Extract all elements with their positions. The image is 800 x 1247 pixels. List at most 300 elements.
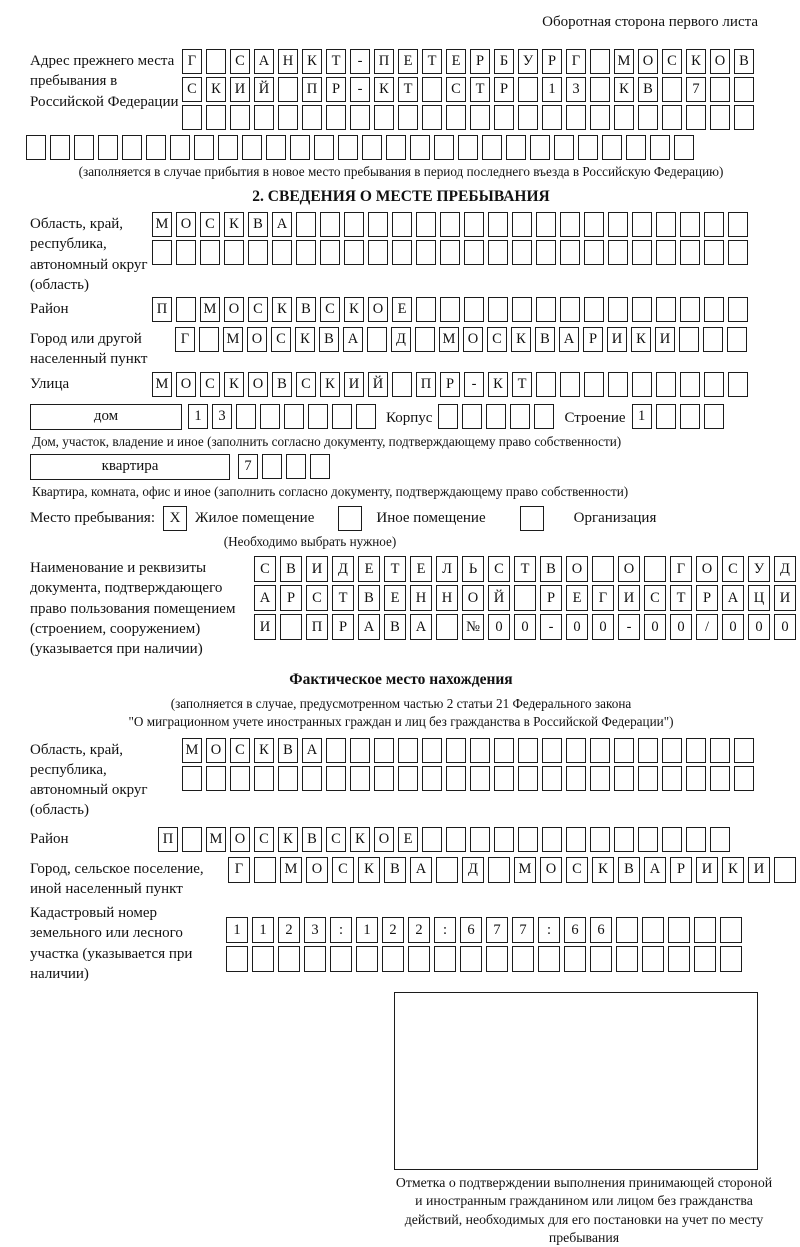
- char-box[interactable]: Т: [512, 372, 532, 397]
- char-box[interactable]: -: [540, 614, 562, 640]
- char-box[interactable]: [590, 827, 610, 852]
- char-box[interactable]: [152, 240, 172, 265]
- char-box[interactable]: [488, 297, 508, 322]
- char-box[interactable]: Р: [332, 614, 354, 640]
- char-box[interactable]: А: [410, 614, 432, 640]
- char-box[interactable]: [320, 240, 340, 265]
- char-box[interactable]: М: [439, 327, 459, 352]
- char-box[interactable]: [662, 105, 682, 130]
- char-box[interactable]: [146, 135, 166, 160]
- char-box[interactable]: -: [350, 49, 370, 74]
- checkbox-organization[interactable]: [520, 506, 544, 531]
- char-box[interactable]: С: [644, 585, 666, 611]
- char-box[interactable]: В: [280, 556, 302, 582]
- char-box[interactable]: Е: [392, 297, 412, 322]
- char-box[interactable]: [254, 766, 274, 791]
- char-box[interactable]: [392, 372, 412, 397]
- char-box[interactable]: П: [158, 827, 178, 852]
- char-box[interactable]: [704, 240, 724, 265]
- char-box[interactable]: [434, 946, 456, 972]
- char-box[interactable]: Т: [398, 77, 418, 102]
- char-box[interactable]: [252, 946, 274, 972]
- char-box[interactable]: [560, 240, 580, 265]
- char-box[interactable]: [614, 738, 634, 763]
- char-box[interactable]: К: [224, 372, 244, 397]
- char-box[interactable]: [564, 946, 586, 972]
- char-box[interactable]: [176, 297, 196, 322]
- char-box[interactable]: [704, 372, 724, 397]
- char-box[interactable]: :: [538, 917, 560, 943]
- char-box[interactable]: К: [350, 827, 370, 852]
- char-box[interactable]: [350, 766, 370, 791]
- char-box[interactable]: О: [306, 857, 328, 883]
- char-box[interactable]: [704, 404, 724, 429]
- char-box[interactable]: [284, 404, 304, 429]
- char-box[interactable]: В: [319, 327, 339, 352]
- char-box[interactable]: М: [152, 212, 172, 237]
- char-box[interactable]: [680, 404, 700, 429]
- char-box[interactable]: В: [302, 827, 322, 852]
- char-box[interactable]: О: [374, 827, 394, 852]
- char-box[interactable]: С: [200, 212, 220, 237]
- char-box[interactable]: У: [518, 49, 538, 74]
- char-box[interactable]: К: [254, 738, 274, 763]
- char-box[interactable]: А: [254, 49, 274, 74]
- char-box[interactable]: Т: [470, 77, 490, 102]
- char-box[interactable]: [512, 240, 532, 265]
- char-box[interactable]: [590, 49, 610, 74]
- apartment-type-field[interactable]: квартира: [30, 454, 230, 480]
- char-box[interactable]: [440, 212, 460, 237]
- char-box[interactable]: 6: [460, 917, 482, 943]
- char-box[interactable]: М: [223, 327, 243, 352]
- char-box[interactable]: [578, 135, 598, 160]
- char-box[interactable]: С: [230, 49, 250, 74]
- char-box[interactable]: [644, 556, 666, 582]
- char-box[interactable]: [356, 946, 378, 972]
- char-box[interactable]: [566, 827, 586, 852]
- char-box[interactable]: О: [230, 827, 250, 852]
- char-box[interactable]: В: [296, 297, 316, 322]
- char-box[interactable]: С: [182, 77, 202, 102]
- char-box[interactable]: Д: [332, 556, 354, 582]
- char-box[interactable]: [194, 135, 214, 160]
- char-box[interactable]: [614, 105, 634, 130]
- char-box[interactable]: М: [280, 857, 302, 883]
- char-box[interactable]: [530, 135, 550, 160]
- char-box[interactable]: [488, 240, 508, 265]
- char-box[interactable]: [650, 135, 670, 160]
- char-box[interactable]: [616, 946, 638, 972]
- char-box[interactable]: О: [638, 49, 658, 74]
- char-box[interactable]: [566, 766, 586, 791]
- char-box[interactable]: [642, 917, 664, 943]
- char-box[interactable]: С: [296, 372, 316, 397]
- char-box[interactable]: [98, 135, 118, 160]
- char-box[interactable]: С: [306, 585, 328, 611]
- char-box[interactable]: А: [722, 585, 744, 611]
- char-box[interactable]: [236, 404, 256, 429]
- char-box[interactable]: [470, 738, 490, 763]
- char-box[interactable]: И: [748, 857, 770, 883]
- char-box[interactable]: О: [247, 327, 267, 352]
- char-box[interactable]: [734, 77, 754, 102]
- char-box[interactable]: М: [182, 738, 202, 763]
- char-box[interactable]: [462, 404, 482, 429]
- char-box[interactable]: [488, 857, 510, 883]
- char-box[interactable]: [446, 827, 466, 852]
- char-box[interactable]: К: [302, 49, 322, 74]
- char-box[interactable]: К: [206, 77, 226, 102]
- char-box[interactable]: Т: [514, 556, 536, 582]
- char-box[interactable]: [486, 404, 506, 429]
- char-box[interactable]: [332, 404, 352, 429]
- char-box[interactable]: [686, 827, 706, 852]
- char-box[interactable]: [50, 135, 70, 160]
- char-box[interactable]: Р: [540, 585, 562, 611]
- char-box[interactable]: [367, 327, 387, 352]
- char-box[interactable]: [566, 105, 586, 130]
- char-box[interactable]: [680, 297, 700, 322]
- char-box[interactable]: И: [607, 327, 627, 352]
- char-box[interactable]: [486, 946, 508, 972]
- char-box[interactable]: К: [278, 827, 298, 852]
- char-box[interactable]: Г: [566, 49, 586, 74]
- char-box[interactable]: -: [350, 77, 370, 102]
- char-box[interactable]: 0: [670, 614, 692, 640]
- char-box[interactable]: Р: [494, 77, 514, 102]
- char-box[interactable]: К: [686, 49, 706, 74]
- char-box[interactable]: Т: [670, 585, 692, 611]
- char-box[interactable]: [542, 827, 562, 852]
- char-box[interactable]: 2: [382, 917, 404, 943]
- char-box[interactable]: [584, 212, 604, 237]
- char-box[interactable]: 0: [722, 614, 744, 640]
- char-box[interactable]: Ь: [462, 556, 484, 582]
- char-box[interactable]: [350, 738, 370, 763]
- char-box[interactable]: [368, 240, 388, 265]
- char-box[interactable]: К: [344, 297, 364, 322]
- char-box[interactable]: [494, 766, 514, 791]
- char-box[interactable]: [206, 766, 226, 791]
- char-box[interactable]: [554, 135, 574, 160]
- char-box[interactable]: Д: [391, 327, 411, 352]
- char-box[interactable]: /: [696, 614, 718, 640]
- char-box[interactable]: С: [446, 77, 466, 102]
- char-box[interactable]: И: [696, 857, 718, 883]
- char-box[interactable]: К: [374, 77, 394, 102]
- char-box[interactable]: [584, 240, 604, 265]
- char-box[interactable]: [632, 212, 652, 237]
- char-box[interactable]: И: [618, 585, 640, 611]
- char-box[interactable]: [534, 404, 554, 429]
- char-box[interactable]: О: [368, 297, 388, 322]
- char-box[interactable]: [314, 135, 334, 160]
- char-box[interactable]: [262, 454, 282, 479]
- char-box[interactable]: [374, 105, 394, 130]
- char-box[interactable]: Г: [182, 49, 202, 74]
- char-box[interactable]: К: [592, 857, 614, 883]
- char-box[interactable]: [460, 946, 482, 972]
- char-box[interactable]: К: [488, 372, 508, 397]
- char-box[interactable]: [590, 77, 610, 102]
- char-box[interactable]: [728, 297, 748, 322]
- char-box[interactable]: [662, 77, 682, 102]
- char-box[interactable]: [170, 135, 190, 160]
- char-box[interactable]: Е: [358, 556, 380, 582]
- char-box[interactable]: [422, 77, 442, 102]
- char-box[interactable]: [386, 135, 406, 160]
- char-box[interactable]: М: [200, 297, 220, 322]
- char-box[interactable]: [382, 946, 404, 972]
- char-box[interactable]: 0: [592, 614, 614, 640]
- char-box[interactable]: [356, 404, 376, 429]
- char-box[interactable]: [416, 297, 436, 322]
- char-box[interactable]: :: [434, 917, 456, 943]
- char-box[interactable]: [436, 614, 458, 640]
- char-box[interactable]: Й: [368, 372, 388, 397]
- char-box[interactable]: [26, 135, 46, 160]
- char-box[interactable]: С: [271, 327, 291, 352]
- char-box[interactable]: О: [696, 556, 718, 582]
- char-box[interactable]: [224, 240, 244, 265]
- char-box[interactable]: Н: [436, 585, 458, 611]
- char-box[interactable]: [728, 240, 748, 265]
- char-box[interactable]: С: [722, 556, 744, 582]
- house-type-field[interactable]: дом: [30, 404, 182, 430]
- char-box[interactable]: [584, 372, 604, 397]
- char-box[interactable]: [720, 917, 742, 943]
- char-box[interactable]: В: [540, 556, 562, 582]
- char-box[interactable]: Р: [326, 77, 346, 102]
- char-box[interactable]: [632, 297, 652, 322]
- char-box[interactable]: [182, 766, 202, 791]
- checkbox-residential[interactable]: X: [163, 506, 187, 531]
- char-box[interactable]: [608, 372, 628, 397]
- char-box[interactable]: [422, 105, 442, 130]
- char-box[interactable]: [608, 297, 628, 322]
- char-box[interactable]: К: [358, 857, 380, 883]
- char-box[interactable]: [704, 297, 724, 322]
- char-box[interactable]: [362, 135, 382, 160]
- char-box[interactable]: [438, 404, 458, 429]
- char-box[interactable]: Т: [326, 49, 346, 74]
- char-box[interactable]: [446, 766, 466, 791]
- char-box[interactable]: 2: [408, 917, 430, 943]
- char-box[interactable]: Е: [566, 585, 588, 611]
- char-box[interactable]: 7: [486, 917, 508, 943]
- char-box[interactable]: [518, 766, 538, 791]
- char-box[interactable]: [398, 738, 418, 763]
- char-box[interactable]: В: [248, 212, 268, 237]
- char-box[interactable]: О: [224, 297, 244, 322]
- char-box[interactable]: [446, 105, 466, 130]
- char-box[interactable]: [542, 105, 562, 130]
- char-box[interactable]: С: [662, 49, 682, 74]
- char-box[interactable]: О: [566, 556, 588, 582]
- char-box[interactable]: Т: [384, 556, 406, 582]
- char-box[interactable]: О: [206, 738, 226, 763]
- char-box[interactable]: [656, 297, 676, 322]
- char-box[interactable]: [416, 240, 436, 265]
- char-box[interactable]: Г: [670, 556, 692, 582]
- char-box[interactable]: С: [254, 827, 274, 852]
- char-box[interactable]: Н: [278, 49, 298, 74]
- char-box[interactable]: [560, 372, 580, 397]
- char-box[interactable]: 0: [748, 614, 770, 640]
- char-box[interactable]: [326, 766, 346, 791]
- char-box[interactable]: И: [655, 327, 675, 352]
- char-box[interactable]: О: [618, 556, 640, 582]
- char-box[interactable]: [590, 946, 612, 972]
- char-box[interactable]: Е: [410, 556, 432, 582]
- char-box[interactable]: Е: [446, 49, 466, 74]
- char-box[interactable]: А: [272, 212, 292, 237]
- char-box[interactable]: [734, 738, 754, 763]
- char-box[interactable]: [368, 212, 388, 237]
- char-box[interactable]: [538, 946, 560, 972]
- char-box[interactable]: [248, 240, 268, 265]
- char-box[interactable]: [344, 212, 364, 237]
- char-box[interactable]: [602, 135, 622, 160]
- char-box[interactable]: [638, 827, 658, 852]
- char-box[interactable]: [686, 738, 706, 763]
- char-box[interactable]: Н: [410, 585, 432, 611]
- char-box[interactable]: [422, 827, 442, 852]
- char-box[interactable]: [296, 212, 316, 237]
- char-box[interactable]: А: [559, 327, 579, 352]
- char-box[interactable]: [446, 738, 466, 763]
- char-box[interactable]: [542, 766, 562, 791]
- char-box[interactable]: С: [326, 827, 346, 852]
- char-box[interactable]: [710, 827, 730, 852]
- char-box[interactable]: 3: [212, 404, 232, 429]
- char-box[interactable]: [410, 135, 430, 160]
- char-box[interactable]: П: [416, 372, 436, 397]
- char-box[interactable]: [710, 77, 730, 102]
- char-box[interactable]: 0: [774, 614, 796, 640]
- char-box[interactable]: [703, 327, 723, 352]
- char-box[interactable]: Т: [422, 49, 442, 74]
- char-box[interactable]: [326, 738, 346, 763]
- char-box[interactable]: [710, 738, 730, 763]
- char-box[interactable]: [694, 946, 716, 972]
- char-box[interactable]: 6: [590, 917, 612, 943]
- char-box[interactable]: [518, 77, 538, 102]
- char-box[interactable]: Р: [280, 585, 302, 611]
- char-box[interactable]: 0: [566, 614, 588, 640]
- char-box[interactable]: В: [278, 738, 298, 763]
- char-box[interactable]: [374, 738, 394, 763]
- char-box[interactable]: [464, 212, 484, 237]
- char-box[interactable]: 0: [514, 614, 536, 640]
- char-box[interactable]: [632, 372, 652, 397]
- char-box[interactable]: [686, 766, 706, 791]
- char-box[interactable]: [230, 105, 250, 130]
- char-box[interactable]: 1: [632, 404, 652, 429]
- char-box[interactable]: [704, 212, 724, 237]
- char-box[interactable]: [230, 766, 250, 791]
- char-box[interactable]: [296, 240, 316, 265]
- char-box[interactable]: [392, 212, 412, 237]
- char-box[interactable]: [278, 766, 298, 791]
- char-box[interactable]: [680, 212, 700, 237]
- char-box[interactable]: [464, 240, 484, 265]
- char-box[interactable]: О: [176, 372, 196, 397]
- char-box[interactable]: 7: [512, 917, 534, 943]
- char-box[interactable]: 1: [252, 917, 274, 943]
- char-box[interactable]: [310, 454, 330, 479]
- char-box[interactable]: С: [332, 857, 354, 883]
- char-box[interactable]: К: [511, 327, 531, 352]
- char-box[interactable]: [458, 135, 478, 160]
- char-box[interactable]: [74, 135, 94, 160]
- char-box[interactable]: С: [320, 297, 340, 322]
- char-box[interactable]: [614, 766, 634, 791]
- char-box[interactable]: [590, 766, 610, 791]
- char-box[interactable]: [656, 240, 676, 265]
- char-box[interactable]: П: [302, 77, 322, 102]
- char-box[interactable]: [518, 105, 538, 130]
- char-box[interactable]: [434, 135, 454, 160]
- char-box[interactable]: [392, 240, 412, 265]
- char-box[interactable]: В: [384, 857, 406, 883]
- char-box[interactable]: О: [176, 212, 196, 237]
- char-box[interactable]: [656, 372, 676, 397]
- char-box[interactable]: [668, 917, 690, 943]
- char-box[interactable]: 0: [644, 614, 666, 640]
- char-box[interactable]: [536, 240, 556, 265]
- char-box[interactable]: [592, 556, 614, 582]
- char-box[interactable]: [374, 766, 394, 791]
- char-box[interactable]: В: [272, 372, 292, 397]
- char-box[interactable]: 1: [226, 917, 248, 943]
- char-box[interactable]: [398, 105, 418, 130]
- char-box[interactable]: [470, 827, 490, 852]
- char-box[interactable]: [470, 766, 490, 791]
- char-box[interactable]: М: [514, 857, 536, 883]
- char-box[interactable]: И: [230, 77, 250, 102]
- char-box[interactable]: С: [254, 556, 276, 582]
- char-box[interactable]: 6: [564, 917, 586, 943]
- char-box[interactable]: М: [152, 372, 172, 397]
- char-box[interactable]: [512, 297, 532, 322]
- char-box[interactable]: [436, 857, 458, 883]
- char-box[interactable]: [542, 738, 562, 763]
- char-box[interactable]: К: [722, 857, 744, 883]
- char-box[interactable]: [226, 946, 248, 972]
- char-box[interactable]: И: [774, 585, 796, 611]
- char-box[interactable]: [614, 827, 634, 852]
- char-box[interactable]: Е: [384, 585, 406, 611]
- char-box[interactable]: Г: [228, 857, 250, 883]
- char-box[interactable]: 3: [304, 917, 326, 943]
- char-box[interactable]: Е: [398, 49, 418, 74]
- char-box[interactable]: 1: [542, 77, 562, 102]
- char-box[interactable]: О: [463, 327, 483, 352]
- char-box[interactable]: [302, 105, 322, 130]
- char-box[interactable]: [510, 404, 530, 429]
- char-box[interactable]: О: [462, 585, 484, 611]
- char-box[interactable]: [680, 372, 700, 397]
- char-box[interactable]: [302, 766, 322, 791]
- char-box[interactable]: [330, 946, 352, 972]
- char-box[interactable]: [482, 135, 502, 160]
- char-box[interactable]: [656, 404, 676, 429]
- char-box[interactable]: И: [254, 614, 276, 640]
- char-box[interactable]: [440, 297, 460, 322]
- char-box[interactable]: Р: [583, 327, 603, 352]
